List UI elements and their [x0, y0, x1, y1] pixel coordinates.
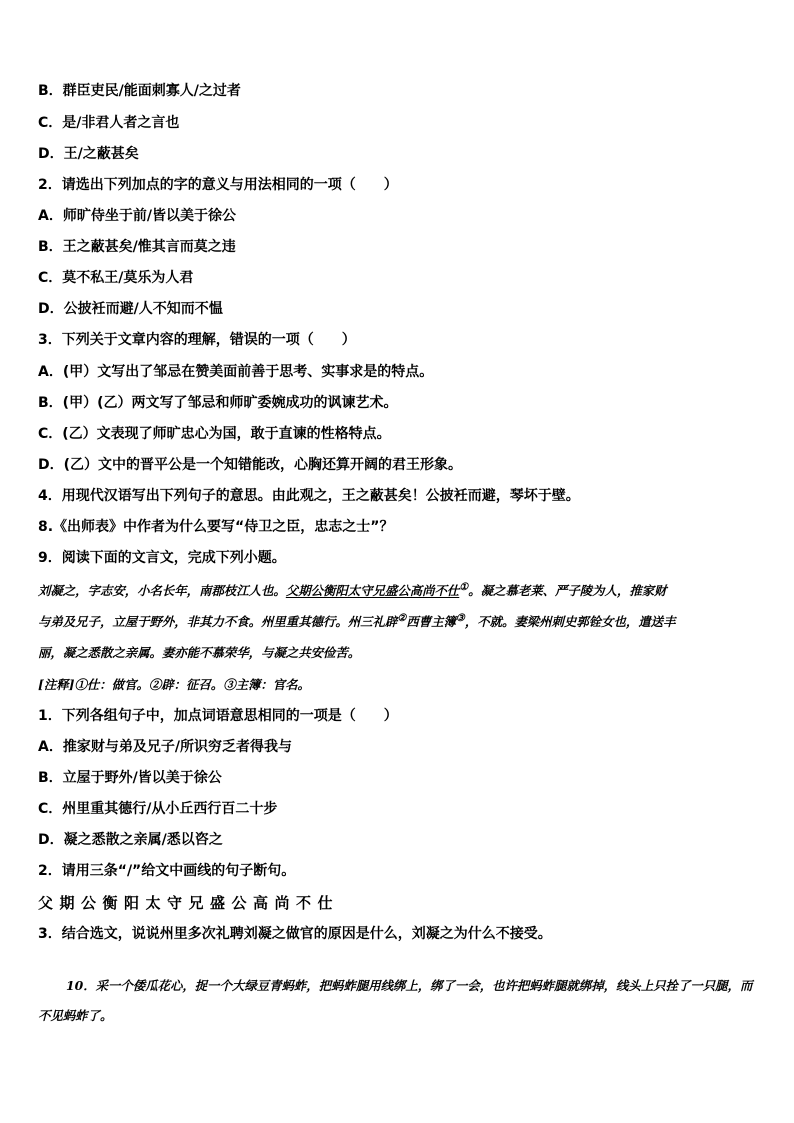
sub-question-1-heading: 1．下列各组句子中，加点词语意思相同的一项是（ ） — [38, 708, 398, 724]
question-3-heading: 3．下列关于文章内容的理解，错误的一项（ ） — [38, 332, 356, 348]
question-3-option-a: A．(甲）文写出了邹忌在赞美面前善于思考、实事求是的特点。 — [38, 364, 434, 380]
passage-text: ，不就。妻梁州刺史郭铨女也，遣送丰 — [464, 614, 676, 629]
passage-text: 。凝之慕老莱、严子陵为人，推家财 — [468, 583, 667, 598]
question-2-option-c: C．莫不私王/莫乐为人君 — [38, 270, 194, 286]
passage-text: 刘凝之，字志安，小名长年，南郡枝江人也。 — [38, 583, 286, 598]
footnote-marker-3: ③ — [455, 612, 465, 624]
passage-line-3: 丽，凝之悉散之亲属。妻亦能不慕荣华，与凝之共安俭苦。 — [38, 645, 361, 660]
question-2-option-b: B．王之蔽甚矣/惟其言而莫之违 — [38, 239, 236, 255]
passage-text: 与弟及兄子，立屋于野外，非其力不食。州里重其德行。州三礼辟 — [38, 614, 398, 629]
question-3-option-b: B．(甲）(乙）两文写了邹忌和师旷委婉成功的讽谏艺术。 — [38, 395, 398, 411]
sub-question-3-heading: 3．结合选文，说说州里多次礼聘刘凝之做官的原因是什么，刘凝之为什么不接受。 — [38, 926, 552, 942]
sub-question-2-heading: 2．请用三条“/”给文中画线的句子断句。 — [38, 863, 296, 879]
question-2-option-a: A．师旷侍坐于前/皆以美于徐公 — [38, 208, 236, 224]
underlined-sentence: 父期公衡阳太守兄盛公高尚不仕 — [285, 583, 460, 598]
footnote-marker-1: ① — [459, 581, 469, 593]
sub-question-1-option-c: C．州里重其德行/从小丘西行百二十步 — [38, 801, 278, 817]
question-3-option-c: C．(乙）文表现了师旷忠心为国，敢于直谏的性格特点。 — [38, 426, 391, 442]
question-3-option-d: D．(乙）文中的晋平公是一个知错能改，心胸还算开阔的君王形象。 — [38, 457, 463, 473]
footnote-marker-2: ② — [397, 612, 407, 624]
option-c-line: C．是/非君人者之言也 — [38, 115, 180, 131]
item-10-paragraph — [38, 971, 760, 1031]
passage-text: 西曹主簿 — [406, 614, 456, 629]
sub-question-1-option-d: D．凝之悉散之亲属/悉以咨之 — [38, 832, 223, 848]
option-b-line: B．群臣吏民/能面刺寡人/之过者 — [38, 83, 241, 99]
item-10-text: 10．采一个倭瓜花心，捉一个大绿豆青蚂蚱，把蚂蚱腿用线绑上，绑了一会，也许把蚂蚱腿就绑掉，线头上只拴了一只腿，而不见蚂蚱了。 — [38, 978, 753, 1023]
sub-question-1-option-b: B．立屋于野外/皆以美于徐公 — [38, 770, 222, 786]
question-9-heading: 9．阅读下面的文言文，完成下列小题。 — [38, 550, 286, 566]
question-4-line: 4．用现代汉语写出下列句子的意思。由此观之，王之蔽甚矣！公披衽而避，琴坏于壁。 — [38, 488, 580, 504]
question-8-line: 8.《出师表》中作者为什么要写“侍卫之臣，忠志之士”？ — [38, 519, 394, 535]
question-2-heading: 2．请选出下列加点的字的意义与用法相同的一项（ ） — [38, 177, 398, 193]
passage-line-2 — [38, 612, 760, 632]
passage-line-1 — [38, 581, 760, 601]
sentence-to-punctuate: 父期公衡阳太守兄盛公高尚不仕 — [38, 894, 340, 912]
sub-question-1-option-a: A．推家财与弟及兄子/所识穷乏者得我与 — [38, 739, 292, 755]
question-2-option-d: D．公披衽而避/人不知而不愠 — [38, 301, 223, 317]
passage-notes: [注释]①仕：做官。②辟：征召。③主簿：官名。 — [38, 677, 310, 692]
option-d-line: D．王/之蔽甚矣 — [38, 146, 139, 162]
